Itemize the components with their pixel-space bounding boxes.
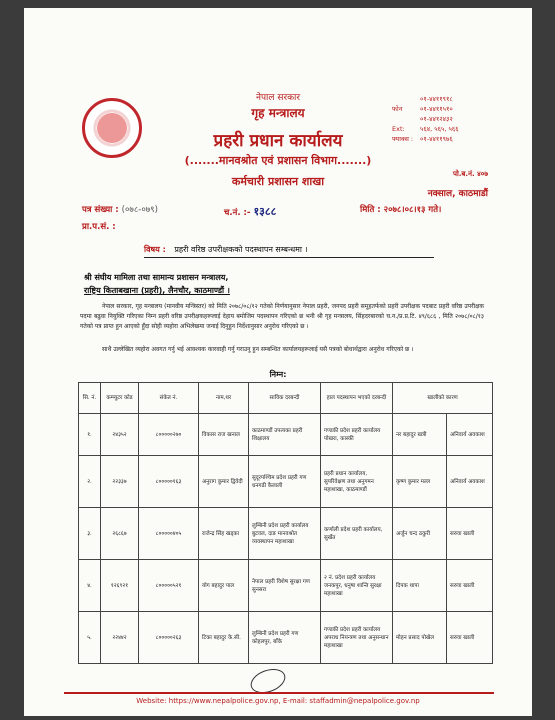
contact-block (392, 94, 492, 144)
cell-sanket: ८०००००५२१ (139, 560, 199, 612)
header-office-title: प्रहरी प्रधान कार्यालय (213, 131, 343, 151)
cell-name: विकास राज खनाल (199, 414, 249, 456)
cell-prev-post: नेपाल प्रहरी विशेष सुरक्षा गण सुनसरा (249, 560, 321, 612)
col-header-vacancy-reason: खालीको कारण (393, 383, 493, 414)
cell-new-post: २ नं. प्रदेश प्रहरी कार्यालय जनकपुर, धनुषा शान्ति सुरक्षा महाशाखा (321, 560, 393, 612)
cell-reason: अनिवार्य अवकाश (447, 456, 493, 508)
cell-code: २२३३७ (101, 456, 139, 508)
ext-label: Ext: (392, 125, 405, 133)
header-ministry: गृह मन्त्रालय (251, 106, 305, 120)
header-country: नेपाल सरकार (255, 93, 301, 103)
cell-sanket: ८०००००२७० (139, 414, 199, 456)
cell-prev-post: काठमाण्डौं उपत्यका प्रहरी शिक्षालय (249, 414, 321, 456)
col-header-new-post: हाल पदस्थापन भएको दरबन्दी (321, 383, 393, 414)
cell-reason: सरुवा खाली (447, 560, 493, 612)
cell-new-post: प्रहरी प्रधान कार्यालय, सुपरिवेक्षण तथा अनुगमन महाशाखा, काठमाण्डौं (321, 456, 393, 508)
letter-date (360, 204, 441, 215)
list-heading: निम्न: (269, 370, 287, 379)
col-header-sn: सि. नं. (79, 383, 101, 414)
table-row (79, 560, 493, 612)
cell-code: १२६९२१ (101, 560, 139, 612)
cell-code: २४३५२ (101, 414, 139, 456)
posting-table (78, 382, 493, 664)
col-header-sanket: संकेत नं. (139, 383, 199, 414)
cell-name: टिका बहादुर के.सी. (199, 612, 249, 664)
letter-number-label: पत्र संख्या : (82, 205, 119, 215)
body-paragraph-1: नेपाल सरकार, गृह मन्त्रालय (मानवीय मन्त्रिस्तर) को मिति २०७८/०८/१२ गतेको निर्णयानुसार नेपाल प्रहरी, जनपद प्रहरी समूहतर्फको प्रहरी उपरीक्षक पदबाट प्रहरी वरिष्ठ उपरीक्षक पदमा बढुवा नियुक्ति गरिएका निम्न प्रहरी वरिष्ठ उपरीक्षकहरूलाई देहाय बमोजिम पदस्थापन गरिएको छ भनी श्री गृह मन्त्रालय, सिंहदरबारको च.न./प्र.प्र.टि. ४९/६८६ , मिति २०७८/०८/१३ गतेको पत्र प्राप्त हुन आएको हुँदा सोही व्यहोरा अभिलेखमा जनाई दिनुहुन निर्देशानुसार अनुरोध गरिएको छ । (80, 303, 484, 330)
cell-sn: ३. (79, 508, 101, 560)
cell-sn: २. (79, 456, 101, 508)
subject-line (144, 244, 434, 258)
fax-value: ०१-४४११९७६ (420, 135, 453, 143)
table-row (79, 414, 493, 456)
col-header-name: नाम,थर (199, 383, 249, 414)
letter-number-value: (०७८-०७९) (121, 205, 158, 215)
col-header-prev-post: साविक दरबन्दी (249, 383, 321, 414)
date-value: २०७८।०८।१३ गते। (383, 205, 442, 215)
subject-label: विषय : (144, 245, 166, 254)
cell-code: २६८६७ (101, 508, 139, 560)
table-header-row (79, 383, 493, 414)
cell-sn: ५. (79, 612, 101, 664)
cell-sanket: ८०००००४०५ (139, 508, 199, 560)
addressee-line-2: राष्ट्रिय किताबखाना (प्रहरी), लैनचौर, काठमाण्डौं । (84, 286, 230, 295)
phone-2: ०१-४४११५१० (420, 105, 453, 113)
cell-new-post: गण्डकी प्रदेश प्रहरी कार्यालय पोखरा, कास्की (321, 414, 393, 456)
footer-divider (64, 692, 494, 694)
cell-code: २२४४२ (101, 612, 139, 664)
dispatch-label: च.नं. :- (224, 208, 251, 218)
ext-value: ५६४, ५६५, ५६६ (420, 125, 459, 133)
cell-sanket: ८०००००२६३ (139, 612, 199, 664)
cell-reason: सरुवा खाली (447, 612, 493, 664)
letter-number (82, 204, 158, 215)
dispatch-value: १३८८ (253, 205, 277, 218)
table-row (79, 456, 493, 508)
cell-vacant-name: कृष्ण कुमार मल्ल (393, 456, 447, 508)
cell-sanket: ८०००००१६३ (139, 456, 199, 508)
cell-vacant-name: दिपक थापा (393, 560, 447, 612)
cell-vacant-name: अर्जुन चन्द ठकुरी (393, 508, 447, 560)
reference-label: प्रा.प.सं. : (82, 222, 116, 232)
phone-3: ०१-४४१२४३२ (420, 115, 453, 123)
cell-vacant-name: नर बहादुर खत्री (393, 414, 447, 456)
subject-text: प्रहरी वरिष्ठ उपरीक्षकको पदस्थापन सम्बन्धमा । (174, 245, 308, 254)
cell-sn: १. (79, 414, 101, 456)
cell-prev-post: सुदूरपश्चिम प्रदेश प्रहरी गण धनगढी कैलाली (249, 456, 321, 508)
cell-reason: अनिवार्य अवकाश (447, 414, 493, 456)
body-paragraph-2: साथै उल्लेखित व्यहोरा अवगत गर्नु भई आवश्यक कारवाही गर्नु गराउनु हुन सम्बन्धित कार्यालयहरूलाई यसै पत्रको बोधार्थद्वारा अनुरोध गरिएको छ । (102, 346, 414, 353)
table-row (79, 612, 493, 664)
header-department: (.......मानवश्रोत एवं प्रशासन विभाग.......) (184, 154, 372, 167)
cell-name: योग बहादुर पाल (199, 560, 249, 612)
phone-label: फोन (392, 105, 403, 113)
col-header-code: कम्प्युटर कोड (101, 383, 139, 414)
cell-vacant-name: मोहन प्रसाद पोखेल (393, 612, 447, 664)
addressee-line-1: श्री संघीय मामिला तथा सामान्य प्रशासन मन्त्रालय, (84, 273, 229, 282)
cell-new-post: कर्णाली प्रदेश प्रहरी कार्यालय, सुर्खेत (321, 508, 393, 560)
cell-new-post: गण्डकी प्रदेश प्रहरी कार्यालय अपराध नियन्त्रण तथा अनुसन्धान महाशाखा (321, 612, 393, 664)
fax-label: फ्याक्स : (392, 135, 414, 143)
cell-prev-post: लुम्बिनी प्रदेश प्रहरी गण कोहलपुर, बाँके (249, 612, 321, 664)
office-location: नक्साल, काठमाडौं (427, 189, 488, 199)
header-branch: कर्मचारी प्रशासन शाखा (231, 175, 325, 188)
cell-reason: सरुवा खाली (447, 508, 493, 560)
cell-sn: ४. (79, 560, 101, 612)
cell-prev-post: लुम्बिनी प्रदेश प्रहरी कार्यालय बुटवल, दाङ मानवश्रोत व्यवस्थापन महाशाखा (249, 508, 321, 560)
table-row (79, 508, 493, 560)
letter-page (24, 8, 532, 716)
phone-1: ०१-४४११९१८ (420, 95, 453, 103)
dispatch-number (224, 204, 276, 219)
cell-name: अनुराग कुमार द्विवेदी (199, 456, 249, 508)
cell-name: राजेन्द्र सिंह खड्का (199, 508, 249, 560)
po-box: पो.ब.नं. ४०७ (452, 170, 488, 178)
date-label: मिति : (360, 205, 381, 215)
footer-contact: Website: https://www.nepalpolice.gov.np, E-mail: staffadmin@nepalpolice.gov.np (136, 697, 420, 705)
